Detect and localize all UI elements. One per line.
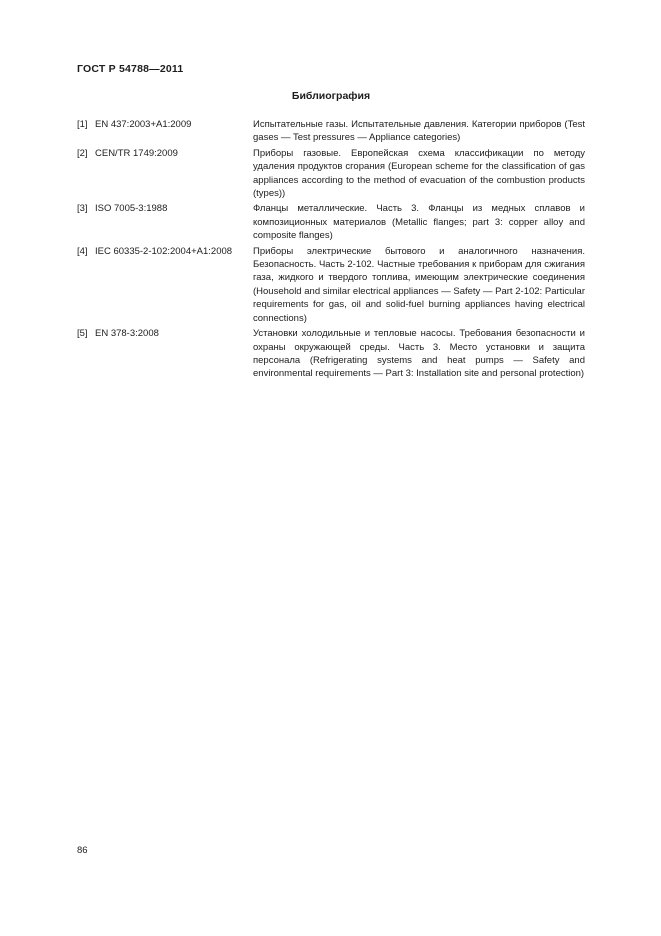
- entry-number: [3]: [77, 203, 88, 215]
- entry-code: EN 378-3:2008: [95, 328, 159, 340]
- page-title: Библиография: [291, 90, 371, 102]
- bibliography-entry: [77, 327, 585, 381]
- entry-code: IEC 60335-2-102:2004+A1:2008: [95, 245, 233, 257]
- entry-number: [1]: [77, 119, 88, 130]
- entry-description: Приборы электрические бытового и аналогичного назначения. Безопасность. Часть 2-102. Частные требования к приборам для сжигания газа, жидкого и твердого топлива, имеющим электрические соединения (Household and similar electrical appliances — Safety — Part 2-102: Particular requirements for gas, oil and solid-fuel burning appliances having electrical connections): [253, 245, 585, 324]
- bibliography-entry: [77, 147, 585, 201]
- entry-description: Установки холодильные и тепловые насосы. Требования безопасности и охраны окружающей среды. Часть 3. Место установки и защита персонала (Refrigerating systems and heat pumps — Safety and environmental requirements — Part 3: Installation site and personal protection): [253, 328, 585, 380]
- entry-number: [2]: [77, 147, 88, 159]
- bibliography-entry: [77, 202, 585, 242]
- entry-number: [5]: [77, 328, 88, 340]
- entry-description: Фланцы металлические. Часть 3. Фланцы из медных сплавов и композиционных материалов (Metallic flanges; part 3: copper alloy and composite flanges): [253, 203, 585, 242]
- page-number: 86: [77, 845, 88, 856]
- entry-description: Испытательные газы. Испытательные давления. Категории приборов (Test gases — Test pressures — Appliance categories): [253, 119, 585, 144]
- entry-code: ISO 7005-3:1988: [95, 203, 168, 215]
- entry-code: CEN/TR 1749:2009: [95, 147, 178, 159]
- bibliography-entry: [77, 118, 585, 145]
- bibliography-entry: [77, 245, 585, 325]
- entry-code: EN 437:2003+A1:2009: [95, 119, 192, 130]
- entry-number: [4]: [77, 245, 88, 257]
- document-header: ГОСТ Р 54788—2011: [77, 63, 184, 75]
- entry-description: Приборы газовые. Европейская схема классификации по методу удаления продуктов сгорания (European scheme for the classification of gas appliances according to the method of evacuation of the combustion products (types)): [253, 147, 585, 200]
- bibliography-list: [77, 118, 585, 383]
